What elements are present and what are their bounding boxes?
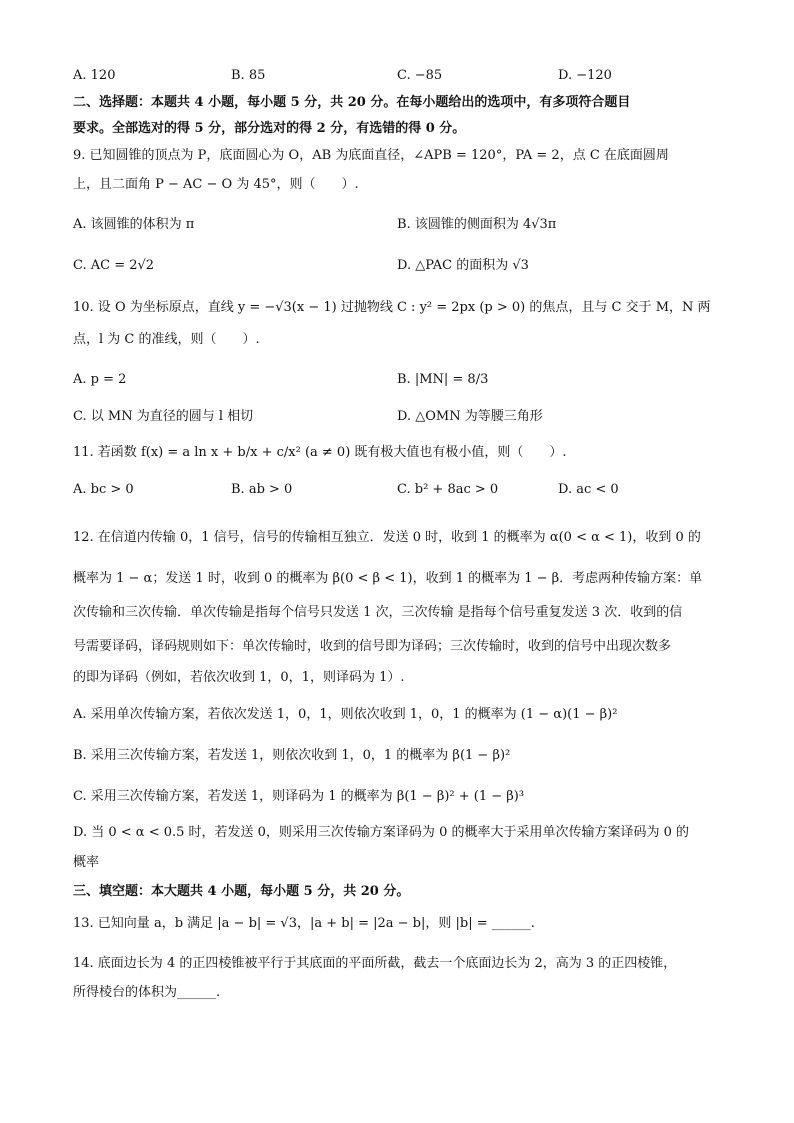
q10-options-row1 bbox=[73, 368, 733, 392]
section3-heading: 三、填空题：本大题共 4 小题，每小题 5 分，共 20 分。 bbox=[73, 884, 410, 899]
q9-options-row2 bbox=[73, 254, 733, 278]
q8-option-c: C. −85 bbox=[397, 68, 443, 83]
q9-stem-line2: 上，且二面角 P − AC − O 为 45°，则（ ）. bbox=[73, 177, 359, 192]
q9-option-a: A. 该圆锥的体积为 π bbox=[73, 217, 195, 232]
section2-heading-line2: 要求。全部选对的得 5 分，部分选对的得 2 分，有选错的得 0 分。 bbox=[73, 121, 466, 136]
q11-option-d: D. ac < 0 bbox=[558, 482, 619, 497]
q8-options bbox=[73, 66, 733, 86]
q10-options-row2 bbox=[73, 405, 733, 429]
q10-option-a: A. p = 2 bbox=[73, 372, 127, 387]
q11-options bbox=[73, 480, 733, 500]
q9-option-c: C. AC = 2√2 bbox=[73, 258, 155, 273]
q8-option-d: D. −120 bbox=[558, 68, 612, 83]
q8-option-b: B. 85 bbox=[231, 68, 266, 83]
q11-option-a: A. bc > 0 bbox=[73, 482, 134, 497]
q12-option-d-line1: D. 当 0 < α < 0.5 时，若发送 0，则采用三次传输方案译码为 0 的概率大于采用单次传输方案译码为 0 的 bbox=[73, 825, 690, 840]
q10-option-c: C. 以 MN 为直径的圆与 l 相切 bbox=[73, 409, 254, 424]
q10-stem-line2: 点，l 为 C 的准线，则（ ）. bbox=[73, 332, 260, 347]
q10-stem-line1: 10. 设 O 为坐标原点，直线 y = −√3(x − 1) 过抛物线 C : y² = 2px (p > 0) 的焦点，且与 C 交于 M，N 两 bbox=[73, 300, 711, 315]
q14-stem-line1: 14. 底面边长为 4 的正四棱锥被平行于其底面的平面所截，截去一个底面边长为 2，高为 3 的正四棱锥， bbox=[73, 956, 677, 971]
q9-option-d: D. △PAC 的面积为 √3 bbox=[397, 258, 529, 273]
q9-option-b: B. 该圆锥的侧面积为 4√3π bbox=[397, 217, 557, 232]
q9-options-row1 bbox=[73, 213, 733, 237]
q13-stem: 13. 已知向量 a，b 满足 |a − b| = √3，|a + b| = |2a − b|，则 |b| = ______. bbox=[73, 916, 535, 931]
q12-option-c: C. 采用三次传输方案，若发送 1，则译码为 1 的概率为 β(1 − β)² + (1 − β)³ bbox=[73, 789, 525, 804]
q12-stem-line5: 的即为译码（例如，若依次收到 1，0，1，则译码为 1）. bbox=[73, 670, 405, 685]
q12-stem-line3: 次传输和三次传输．单次传输是指每个信号只发送 1 次，三次传输 是指每个信号重复发送 3 次．收到的信 bbox=[73, 605, 683, 620]
q11-option-c: C. b² + 8ac > 0 bbox=[397, 482, 499, 497]
q12-option-b: B. 采用三次传输方案，若发送 1，则依次收到 1，0，1 的概率为 β(1 − β)² bbox=[73, 748, 511, 763]
q8-option-a: A. 120 bbox=[73, 68, 116, 83]
q12-option-d-line2: 概率 bbox=[73, 855, 100, 870]
q9-stem-line1: 9. 已知圆锥的顶点为 P，底面圆心为 O，AB 为底面直径，∠APB = 120°，PA = 2，点 C 在底面圆周 bbox=[73, 148, 669, 163]
q11-stem: 11. 若函数 f(x) = a ln x + b/x + c/x² (a ≠ 0) 既有极大值也有极小值，则（ ）. bbox=[73, 445, 567, 460]
q12-stem-line2: 概率为 1 − α；发送 1 时，收到 0 的概率为 β(0 < β < 1)，收到 1 的概率为 1 − β．考虑两种传输方案：单 bbox=[73, 571, 703, 586]
section2-heading-line1: 二、选择题：本题共 4 小题，每小题 5 分，共 20 分。在每小题给出的选项中，有多项符合题目 bbox=[73, 95, 631, 110]
q10-option-b: B. |MN| = 8/3 bbox=[397, 372, 489, 387]
q11-option-b: B. ab > 0 bbox=[231, 482, 293, 497]
q12-option-a: A. 采用单次传输方案，若依次发送 1，0，1，则依次收到 1，0，1 的概率为 (1 − α)(1 − β)² bbox=[73, 707, 618, 722]
q14-stem-line2: 所得棱台的体积为______. bbox=[73, 985, 221, 1000]
q10-option-d: D. △OMN 为等腰三角形 bbox=[397, 409, 543, 424]
q12-stem-line1: 12. 在信道内传输 0，1 信号，信号的传输相互独立．发送 0 时，收到 1 的概率为 α(0 < α < 1)，收到 0 的 bbox=[73, 530, 701, 545]
q12-stem-line4: 号需要译码，译码规则如下：单次传输时，收到的信号即为译码；三次传输时，收到的信号中出现次数多 bbox=[73, 639, 672, 654]
